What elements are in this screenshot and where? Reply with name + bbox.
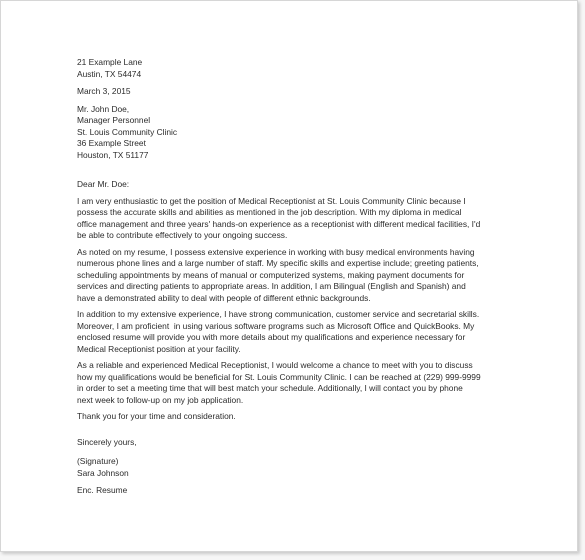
- paragraph-line: Medical Receptionist position at your facility.: [77, 343, 241, 354]
- paragraph-line: possess the accurate skills and abilities as mentioned in the job description. With my diploma in medical: [77, 207, 462, 217]
- paragraph-line: Moreover, I am proficient in using various software programs such as Microsoft Office and QuickBooks. My: [77, 320, 475, 331]
- recipient-city: Houston, TX 51177: [77, 149, 149, 160]
- closing: Sincerely yours,: [77, 436, 137, 447]
- signature-placeholder: (Signature): [77, 456, 119, 466]
- body-paragraph-1: [77, 196, 517, 242]
- body-paragraph-3: [77, 309, 517, 355]
- enclosure-note: Enc. Resume: [77, 485, 128, 495]
- paragraph-line: how my qualifications would be beneficial for St. Louis Community Clinic. I can be reached at (229) 999-9999: [77, 371, 481, 382]
- paragraph-line: in order to set a meeting time that will best match your schedule. Additionally, I will contact you by phone: [77, 383, 463, 393]
- paragraph-line: enclosed resume will provide you with more details about my qualifications and experience necessary for: [77, 332, 466, 342]
- paragraph-line: In addition to my extensive experience, I have strong communication, customer service and secretarial skills.: [77, 309, 480, 319]
- paragraph-line: scheduling appointments by means of manual or computerized systems, making payment documents for: [77, 269, 465, 280]
- paragraph-line: be able to contribute effectively to your ongoing success.: [77, 230, 288, 240]
- paragraph-line: office management and three years' hands-on experience as a receptionist with different medical facilities, I'd: [77, 218, 481, 229]
- body-paragraph-4: [77, 360, 517, 406]
- recipient-address: [77, 104, 517, 162]
- paragraph-line: have a demonstrated ability to deal with people of different ethnic backgrounds.: [77, 292, 371, 303]
- salutation: Dear Mr. Doe:: [77, 179, 130, 189]
- body-paragraph-2: [77, 247, 517, 305]
- letter-date: March 3, 2015: [77, 86, 131, 96]
- paragraph-line: As noted on my resume, I possess extensive experience in working with busy medical environments having: [77, 246, 475, 257]
- recipient-org: St. Louis Community Clinic: [77, 126, 178, 137]
- sender-address: [77, 57, 517, 80]
- sender-city: Austin, TX 54474: [77, 68, 142, 79]
- recipient-name: Mr. John Doe,: [77, 103, 130, 114]
- paragraph-line: Thank you for your time and consideration.: [77, 411, 236, 421]
- recipient-street: 36 Example Street: [77, 138, 146, 148]
- paragraph-line: I am very enthusiastic to get the position of Medical Receptionist at St. Louis Community Clinic because I: [77, 195, 466, 206]
- signer-name: Sara Johnson: [77, 467, 129, 478]
- paragraph-line: services and directing patients to appropriate areas. In addition, I am Bilingual (English and Spanish) and: [77, 281, 466, 291]
- signature-block: [77, 456, 517, 479]
- paragraph-line: numerous phone lines and a large number of staff. My specific skills and expertise include; greeting patients,: [77, 258, 479, 268]
- letter-body: [77, 57, 517, 497]
- body-paragraph-5: [77, 411, 517, 423]
- paragraph-line: next week to follow-up on my job application.: [77, 394, 244, 405]
- recipient-title: Manager Personnel: [77, 115, 151, 125]
- paragraph-line: As a reliable and experienced Medical Receptionist, I would welcome a chance to meet with you to discuss: [77, 360, 473, 370]
- sender-street: 21 Example Lane: [77, 57, 143, 67]
